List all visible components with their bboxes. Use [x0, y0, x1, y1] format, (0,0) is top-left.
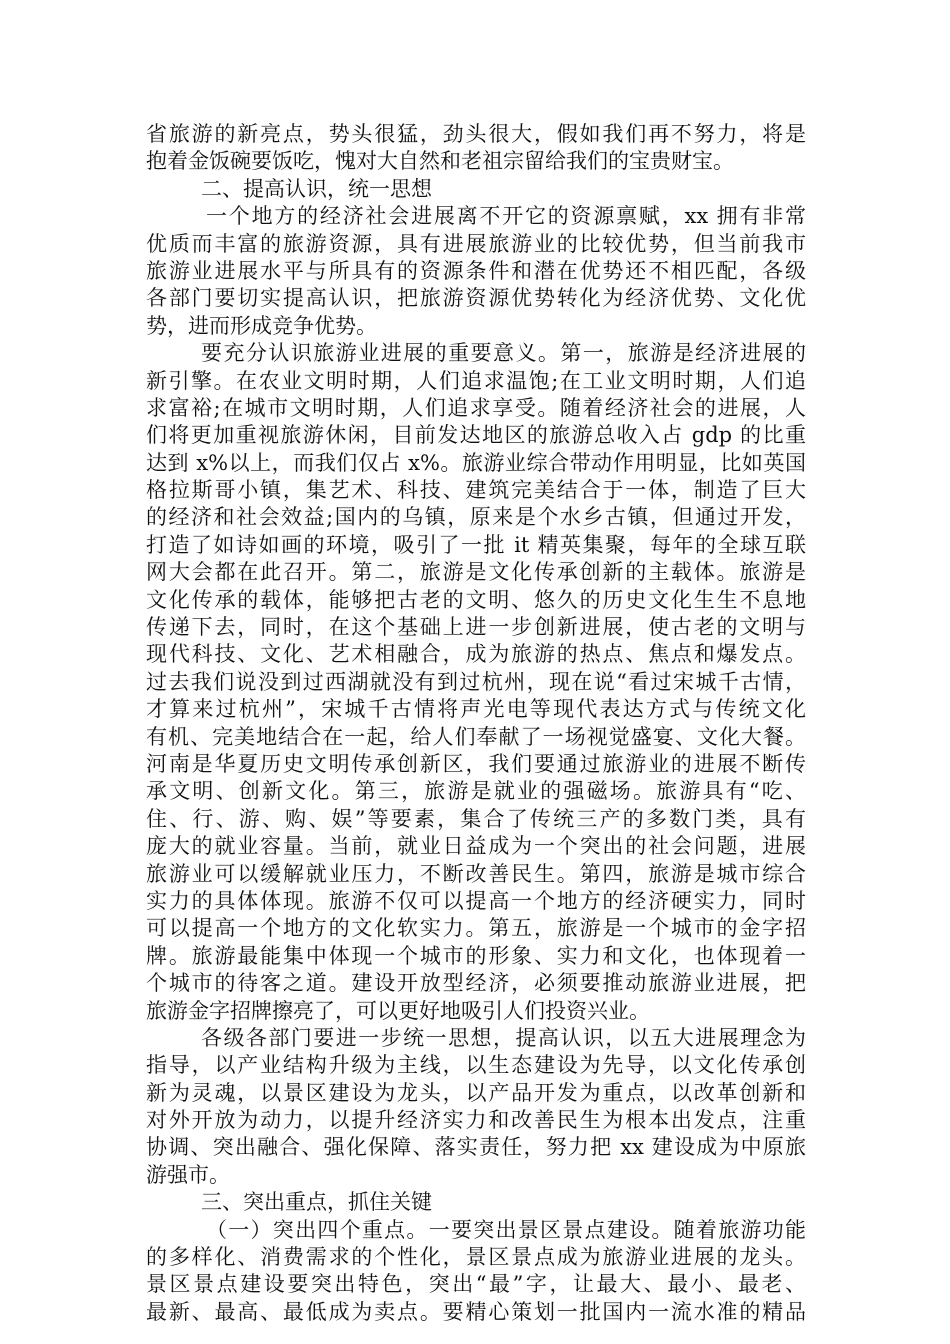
text-line: 文化传承的载体，能够把古老的文明、悠久的历史文化生生不息地: [146, 587, 806, 612]
text-line: 有机、完美地结合在一起，给人们奉献了一场视觉盛宴、文化大餐。: [146, 724, 806, 749]
text-line: 承文明、创新文化。第三，旅游是就业的强磁场。旅游具有“吃、: [146, 779, 806, 804]
text-line: 新为灵魂，以景区建设为龙头，以产品开发为重点，以改革创新和: [146, 1080, 806, 1105]
text-line: 要充分认识旅游业进展的重要意义。第一，旅游是经济进展的: [201, 341, 806, 366]
text-line: 旅游业可以缓解就业压力，不断改善民生。第四，旅游是城市综合: [146, 861, 806, 886]
text-line: 求富裕;在城市文明时期，人们追求享受。随着经济社会的进展，人: [146, 395, 806, 420]
text-line: 住、行、游、购、娱”等要素，集合了传统三产的多数门类，具有: [146, 806, 806, 831]
text-line: 实力的具体体现。旅游不仅可以提高一个地方的经济硬实力，同时: [146, 888, 806, 913]
text-line: 们将更加重视旅游休闲，目前发达地区的旅游总收入占 gdp 的比重: [146, 423, 806, 448]
text-line: 旅游业进展水平与所具有的资源条件和潜在优势还不相匹配，各级: [146, 258, 806, 283]
text-line: 过去我们说没到过西湖就没有到过杭州，现在说“看过宋城千古情，: [146, 669, 806, 694]
text-line: 优质而丰富的旅游资源，具有进展旅游业的比较优势，但当前我市: [146, 231, 806, 256]
text-line: 牌。旅游最能集中体现一个城市的形象、实力和文化，也体现着一: [146, 943, 806, 968]
text-line: 的经济和社会效益;国内的乌镇，原来是个水乡古镇，但通过开发，: [146, 505, 806, 530]
text-line: 的多样化、消费需求的个性化，景区景点成为旅游业进展的龙头。: [146, 1245, 806, 1270]
text-line: 旅游金字招牌擦亮了，可以更好地吸引人们投资兴业。: [146, 998, 650, 1023]
text-line: 达到 x%以上，而我们仅占 x%。旅游业综合带动作用明显，比如英国: [146, 450, 806, 475]
text-line: 最新、最高、最低成为卖点。要精心策划一批国内一流水准的精品: [146, 1299, 806, 1324]
text-line: 对外开放为动力，以提升经济实力和改善民生为根本出发点，注重: [146, 1108, 806, 1133]
text-line: 势，进而形成竞争优势。: [146, 313, 377, 338]
text-line: 才算来过杭州”，宋城千古情将声光电等现代表达方式与传统文化: [146, 697, 806, 722]
text-line: 各级各部门要进一步统一思想，提高认识，以五大进展理念为: [201, 1025, 806, 1050]
text-line: 河南是华夏历史文明传承创新区，我们要通过旅游业的进展不断传: [146, 751, 806, 776]
text-line: 省旅游的新亮点，势头很猛，劲头很大，假如我们再不努力，将是: [146, 122, 806, 146]
text-line: 游强市。: [146, 1162, 230, 1187]
text-line: 各部门要切实提高认识，把旅游资源优势转化为经济优势、文化优: [146, 286, 806, 311]
text-line: 新引擎。在农业文明时期，人们追求温饱;在工业文明时期，人们追: [146, 368, 806, 393]
text-line: 庞大的就业容量。当前，就业日益成为一个突出的社会问题，进展: [146, 834, 806, 859]
text-line: 格拉斯哥小镇，集艺术、科技、建筑完美结合于一体，制造了巨大: [146, 478, 806, 503]
text-line: 现代科技、文化、艺术相融合，成为旅游的热点、焦点和爆发点。: [146, 642, 806, 667]
text-line: 打造了如诗如画的环境，吸引了一批 it 精英集聚，每年的全球互联: [146, 532, 806, 557]
text-line: 可以提高一个地方的文化软实力。第五，旅游是一个城市的金字招: [146, 916, 806, 941]
text-line: 景区景点建设要突出特色，突出“最”字，让最大、最小、最老、: [146, 1272, 806, 1297]
section-heading: 三、突出重点，抓住关键: [201, 1190, 432, 1215]
text-line: （一）突出四个重点。一要突出景区景点建设。随着旅游功能: [206, 1217, 806, 1242]
text-line: 一个地方的经济社会进展离不开它的资源禀赋，xx 拥有非常: [206, 204, 806, 229]
text-line: 个城市的待客之道。建设开放型经济，必须要推动旅游业进展，把: [146, 971, 806, 996]
document-page: [146, 121, 806, 1326]
text-line: 指导，以产业结构升级为主线，以生态建设为先导，以文化传承创: [146, 1053, 806, 1078]
text-line: 传递下去，同时，在这个基础上进一步创新进展，使古老的文明与: [146, 615, 806, 640]
text-line: 抱着金饭碗要饭吃，愧对大自然和老祖宗留给我们的宝贵财宝。: [146, 149, 734, 174]
text-line: 网大会都在此召开。第二，旅游是文化传承创新的主载体。旅游是: [146, 560, 806, 585]
text-line: 协调、突出融合、强化保障、落实责任，努力把 xx 建设成为中原旅: [146, 1135, 806, 1160]
section-heading: 二、提高认识，统一思想: [201, 176, 432, 201]
